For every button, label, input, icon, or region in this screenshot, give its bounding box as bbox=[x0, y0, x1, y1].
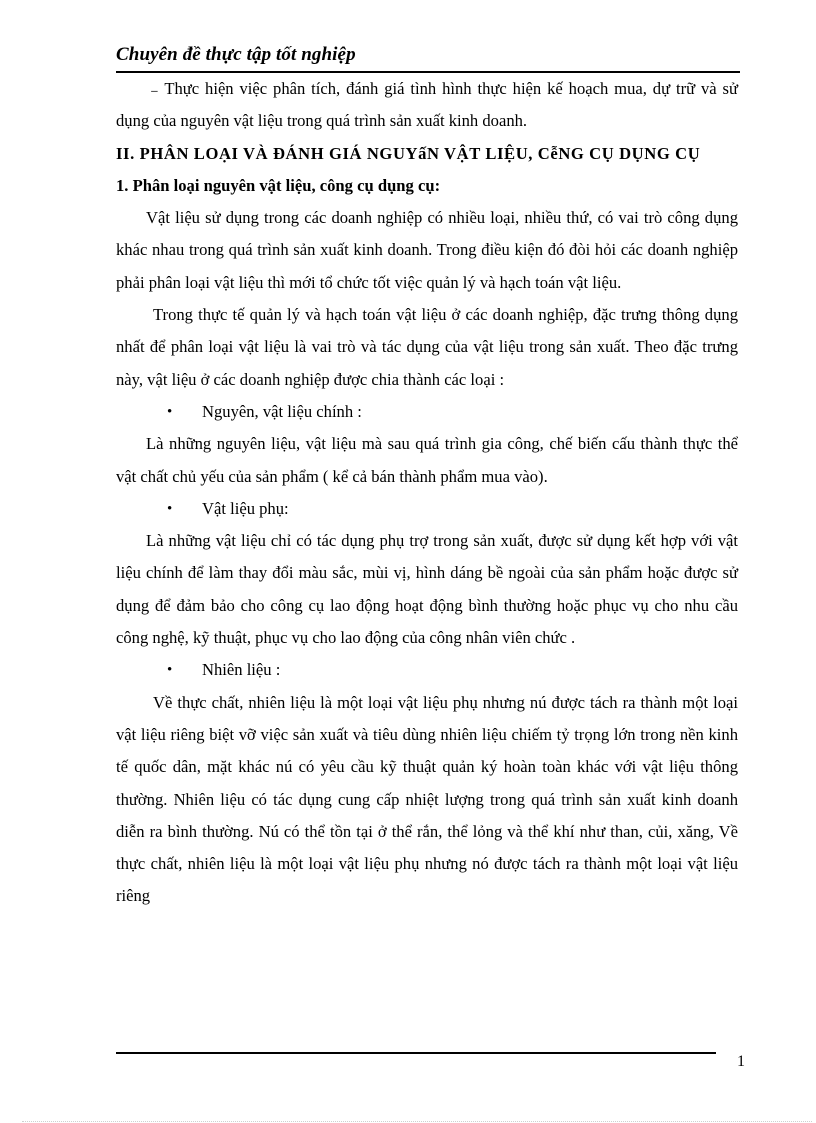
section-heading: II. PHÂN LOẠI VÀ ĐÁNH GIÁ NGUYấN VẬT LIỆU, CễNG CỤ DỤNG CỤ bbox=[116, 143, 701, 163]
bullet-item-main-materials bbox=[116, 396, 738, 428]
paragraph-practice: Trong thực tế quản lý và hạch toán vật liệu ở các doanh nghiệp, đặc trưng thông dụng nhất để phân loại vật liệu là vai trò và tác dụng của vật liệu trong sản xuất. Theo đặc trưng này, vật liệu ở các doanh nghiệp được chia thành các loại : bbox=[116, 305, 738, 389]
paragraph-main-materials: Là những nguyên liệu, vật liệu mà sau quá trình gia công, chế biến cấu thành thực thể vật chất chủ yếu của sản phẩm ( kể cả bán thành phẩm mua vào). bbox=[116, 434, 738, 486]
bullet-icon: • bbox=[167, 662, 173, 679]
paragraph-fuel: Về thực chất, nhiên liệu là một loại vật liệu phụ nhưng nú được tách ra thành một loại vật liệu riêng biệt vỡ việc sản xuất và tiêu dùng nhiên liệu chiếm tỷ trọng lớn trong nền kinh tế quốc dân, mặt khác nú có yêu cầu kỹ thuật quản ký hoàn toàn khác với vật liệu thông thường. Nhiên liệu có tác dụng cung cấp nhiệt lượng trong quá trình sản xuất kinh doanh diễn ra bình thường. Nú có thể tồn tại ở thể rắn, thể lỏng và thể khí như than, củi, xăng, Về thực chất, nhiên liệu là một loại vật liệu phụ nhưng nó được tách ra thành một loại vật liệu riêng bbox=[116, 692, 738, 906]
paragraph-auxiliary-materials: Là những vật liệu chỉ có tác dụng phụ trợ trong sản xuất, được sử dụng kết hợp với vật liệu chính để làm thay đổi màu sắc, mùi vị, hình dáng bề ngoài của sản phẩm hoặc được sử dụng để đảm bảo cho công cụ lao động hoạt động bình thường hoặc phục vụ cho nhu cầu công nghệ, kỹ thuật, phục vụ cho lao động của công nhân viên chức . bbox=[116, 531, 738, 648]
page-number: 1 bbox=[737, 1053, 745, 1070]
paragraph-intro: ₋ Thực hiện việc phân tích, đánh giá tình hình thực hiện kế hoạch mua, dự trữ và sử dụng của nguyên vật liệu trong quá trình sản xuất kinh doanh. bbox=[116, 79, 738, 131]
bullet-item-auxiliary-materials bbox=[116, 493, 738, 525]
paragraph-classification: Vật liệu sử dụng trong các doanh nghiệp có nhiều loại, nhiều thứ, có vai trò công dụng khác nhau trong quá trình sản xuất kinh doanh. Trong điều kiện đó đòi hỏi các doanh nghiệp phải phân loại vật liệu thì mới tổ chức tốt việc quản lý và hạch toán vật liệu. bbox=[116, 208, 738, 292]
subsection-heading: 1. Phân loại nguyên vật liệu, công cụ dụng cụ: bbox=[116, 175, 441, 195]
bullet-icon: • bbox=[167, 500, 173, 517]
footer-divider bbox=[116, 1052, 716, 1054]
bullet-label: Vật liệu phụ: bbox=[202, 498, 289, 518]
bullet-icon: • bbox=[167, 403, 173, 420]
page-bottom-edge bbox=[22, 1121, 812, 1122]
bullet-item-fuel bbox=[116, 654, 738, 686]
bullet-label: Nhiên liệu : bbox=[202, 660, 281, 680]
bullet-label: Nguyên, vật liệu chính : bbox=[202, 401, 362, 421]
page-header-title: Chuyên đề thực tập tốt nghiệp bbox=[116, 44, 356, 65]
document-body bbox=[116, 73, 738, 913]
